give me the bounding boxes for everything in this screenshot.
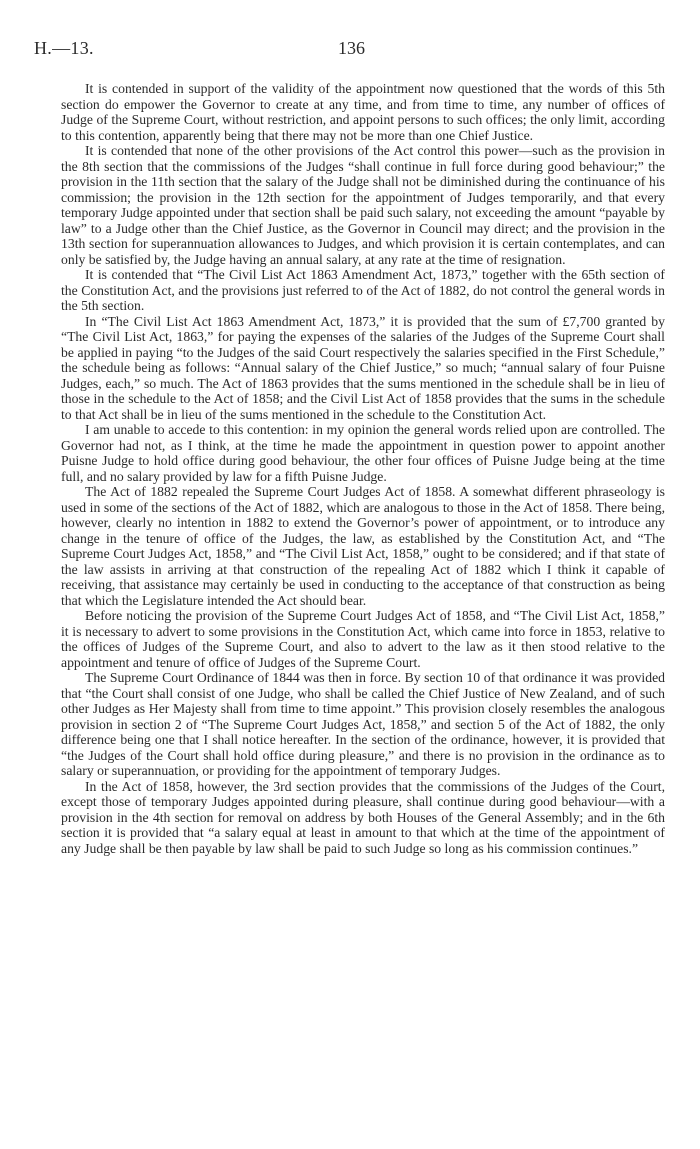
paragraph: The Act of 1882 repealed the Supreme Court Judges Act of 1858. A somewhat different phraseology is used in some of the sections of the Act of 1882, which are analogous to those in the Act of 1858. There being, however, clearly no intention in 1882 to extend the Governor’s power of appointment, or to introduce any change in the tenure of office of the Judges, the law, as established by the Constitution Act, and “The Supreme Court Judges Act, 1858,” and “The Civil List Act, 1858,” ought to be considered; and if that state of the law assists in arriving at that construction of the repealing Act of 1882 which I think it capable of receiving, that assistance may certainly be used in conducting to the acceptance of that construction as being that which the Legislature intended the Act should bear.	[61, 484, 665, 608]
paragraph: In the Act of 1858, however, the 3rd section provides that the commissions of the Judges of the Court, except those of temporary Judges appointed during pleasure, shall continue during good behaviour—with a provision in the 4th section for removal on address by both Houses of the General Assembly; and in the 6th section it is provided that “a salary equal at least in amount to that which at the time of the appointment of any Judge shall be then payable by law shall be paid to such Judge so long as his commission continues.”	[61, 778, 665, 856]
paragraph: It is contended in support of the validity of the appointment now questioned that the words of this 5th section do empower the Governor to create at any time, and from time to time, any number of offices of Judge of the Supreme Court, without restriction, and appoint persons to such offices; the only limit, according to this contention, apparently being that there may not be more than one Chief Justice.	[61, 81, 665, 143]
paragraph: I am unable to accede to this contention: in my opinion the general words relied upon are controlled. The Governor had not, as I think, at the time he made the appointment in question power to appoint another Puisne Judge to hold office during good behaviour, the other four offices of Puisne Judge being at the time full, and no salary provided by law for a fifth Puisne Judge.	[61, 422, 665, 484]
page-header	[34, 38, 670, 62]
paragraph: It is contended that “The Civil List Act 1863 Amendment Act, 1873,” together with the 65th section of the Constitution Act, and the provisions just referred to of the Act of 1882, do not control the general words in the 5th section.	[61, 267, 665, 313]
paragraph: The Supreme Court Ordinance of 1844 was then in force. By section 10 of that ordinance it was provided that “the Court shall consist of one Judge, who shall be called the Chief Justice of New Zealand, and of such other Judges as Her Majesty shall from time to time appoint.” This provision closely resembles the analogous provision in section 2 of “The Supreme Court Judges Act, 1858,” and section 5 of the Act of 1882, the only difference being one that I shall notice hereafter. In the section of the ordinance, however, it is provided that “the Judges of the Court shall hold office during pleasure,” and there is no provision in the ordinance as to salary or superannuation, or providing for the appointment of temporary Judges.	[61, 670, 665, 778]
body-text	[61, 81, 665, 856]
paragraph: In “The Civil List Act 1863 Amendment Act, 1873,” it is provided that the sum of £7,700 granted by “The Civil List Act, 1863,” for paying the expenses of the salaries of the Judges of the Supreme Court shall be applied in paying “to the Judges of the said Court respectively the salaries specified in the First Schedule,” the schedule being as follows: “Annual salary of the Chief Justice,” so much; “annual salary of four Puisne Judges, each,” so much. The Act of 1863 provides that the sums mentioned in the schedule shall be in lieu of those in the schedule to the Act of 1858; and the Civil List Act of 1858 provides that the sums in the schedule to that Act shall be in lieu of the sums mentioned in the schedule to the Constitution Act.	[61, 313, 665, 422]
paragraph: Before noticing the provision of the Supreme Court Judges Act of 1858, and “The Civil List Act, 1858,” it is necessary to advert to some provisions in the Constitution Act, which came into force in 1853, relative to the offices of Judges of the Supreme Court, and also to advert to the law as it then stood relative to the appointment and tenure of office of Judges of the Supreme Court.	[61, 608, 665, 670]
parliamentary-paper-reference: H.—13.	[34, 38, 94, 58]
page-number: 136	[338, 38, 365, 58]
paragraph: It is contended that none of the other provisions of the Act control this power—such as the provision in the 8th section that the commissions of the Judges “shall continue in full force during good behaviour;” the provision in the 11th section that the salary of the Judge shall not be diminished during the continuance of his commission; the provision in the 12th section for the appointment of Judges temporarily, and that every temporary Judge appointed under that section shall be paid such salary, not exceeding the amount “payable by law” to a Judge other than the Chief Justice, as the Governor in Council may direct; and the provision in the 13th section for superannuation allowances to Judges, and which provision it is certain contemplates, and can only be satisfied by, the Judge having an annual salary, at any rate at the time of resignation.	[61, 143, 665, 267]
